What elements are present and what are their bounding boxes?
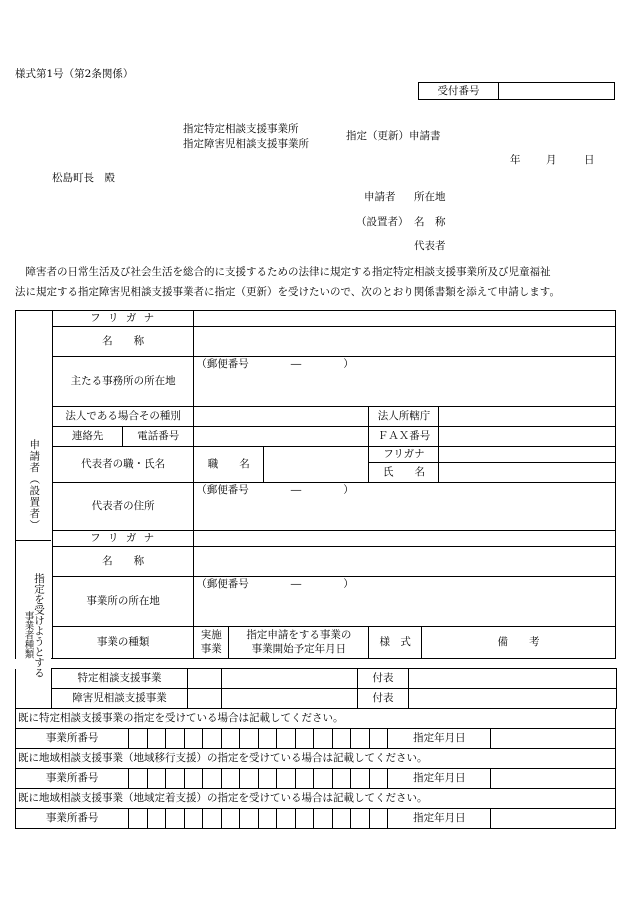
addressee: 松島町長 殿 — [52, 172, 115, 184]
office-number-digit[interactable] — [369, 809, 388, 829]
business-rows-table — [15, 668, 617, 709]
business-furigana-field[interactable] — [194, 531, 616, 547]
office-number-digit[interactable] — [129, 769, 148, 789]
intro-line-1: 障害者の日常生活及び社会生活を総合的に支援するための法律に規定する指定特定相談支援事業所及び児童福祉 — [15, 266, 551, 278]
main-office-address-field[interactable] — [194, 357, 616, 407]
office-number-digit[interactable] — [351, 809, 370, 829]
office-number-digit[interactable] — [295, 809, 314, 829]
corp-type-label: 法人である場合その種別 — [53, 407, 194, 427]
office-number-digit[interactable] — [295, 769, 314, 789]
office-number-digit[interactable] — [147, 809, 166, 829]
title-line-1: 指定特定相談支援事業所 — [183, 123, 299, 135]
office-number-digit[interactable] — [240, 769, 259, 789]
applicant-address-label: 所在地 — [414, 191, 446, 203]
corp-office-field[interactable] — [439, 407, 616, 427]
biz2-attached: 付表 — [358, 689, 409, 709]
setter-label: （設置者） — [356, 216, 409, 228]
office-number-digit[interactable] — [332, 729, 351, 749]
intro-line-2: 法に規定する指定障害児相談支援事業者に指定（更新）を受けたいので、次のとおり関係書類を添えて申請します。 — [15, 286, 560, 298]
office-postal-code-label: （郵便番号 ― ） — [196, 578, 354, 590]
office-number-digit[interactable] — [369, 729, 388, 749]
start-date-head — [229, 627, 369, 659]
business-name-label: 名 称 — [53, 547, 194, 577]
office-number-digit[interactable] — [332, 809, 351, 829]
office-number-digit[interactable] — [184, 729, 203, 749]
office-number-digit[interactable] — [240, 729, 259, 749]
applicant-furigana-field[interactable] — [194, 311, 616, 327]
office-number-digit[interactable] — [240, 809, 259, 829]
office-number-digit[interactable] — [166, 809, 185, 829]
form-id: 様式第1号（第2条関係） — [15, 68, 134, 80]
implemented-label: 実施事業 — [194, 627, 229, 659]
office-number-digit[interactable] — [258, 809, 277, 829]
rep-postal-code-label: （郵便番号 ― ） — [196, 484, 354, 496]
note-1: 既に特定相談支援事業の指定を受けている場合は記載してください。 — [16, 709, 616, 729]
title-suffix: 指定（更新）申請書 — [346, 130, 441, 142]
main-office-address-label: 主たる事務所の所在地 — [53, 357, 194, 407]
biz1-implemented[interactable] — [188, 669, 222, 689]
section-business — [16, 540, 51, 709]
office-number-digit[interactable] — [221, 809, 240, 829]
phone-label: 電話番号 — [123, 427, 194, 447]
office-number-digit[interactable] — [203, 769, 222, 789]
fax-field[interactable] — [439, 427, 616, 447]
business-name-field[interactable] — [194, 547, 616, 577]
office-number-digit[interactable] — [332, 769, 351, 789]
office-number-digit[interactable] — [129, 729, 148, 749]
section-business-b: 指定を受けようとする — [33, 572, 45, 678]
office-number-digit[interactable] — [314, 729, 333, 749]
full-name-field[interactable] — [439, 463, 616, 483]
applicant-name-cell-label: 名 称 — [53, 327, 194, 357]
receipt-number-box — [418, 82, 615, 100]
office-number-digit[interactable] — [351, 769, 370, 789]
office-number-digit[interactable] — [129, 809, 148, 829]
office-number-digit[interactable] — [351, 729, 370, 749]
date-month: 月 — [546, 154, 557, 166]
office-number-label-1: 事業所番号 — [16, 729, 129, 749]
note-3: 既に地域相談支援事業（地域定着支援）の指定を受けている場合は記載してください。 — [16, 789, 616, 809]
contact-label: 連絡先 — [53, 427, 123, 447]
position-label: 職 名 — [194, 447, 264, 483]
designated-date-label-1: 指定年月日 — [388, 729, 491, 749]
biz2-implemented[interactable] — [188, 689, 222, 709]
office-number-digit[interactable] — [314, 809, 333, 829]
office-number-digit[interactable] — [277, 729, 296, 749]
corp-office-label: 法人所轄庁 — [369, 407, 439, 427]
existing-designation-table — [15, 708, 616, 829]
rep-furigana-field[interactable] — [439, 447, 616, 463]
business-type-label: 事業の種類 — [53, 627, 194, 659]
office-number-digit[interactable] — [277, 809, 296, 829]
rep-title-name-label: 代表者の職・氏名 — [53, 447, 194, 483]
office-number-digit[interactable] — [166, 769, 185, 789]
title-line-2: 指定障害児相談支援事業所 — [183, 138, 309, 150]
business-furigana-label: フ リ ガ ナ — [53, 531, 194, 547]
designated-date-label-2: 指定年月日 — [388, 769, 491, 789]
office-number-digit[interactable] — [203, 809, 222, 829]
office-address-field[interactable] — [194, 577, 616, 627]
office-number-digit[interactable] — [221, 729, 240, 749]
office-number-digit[interactable] — [369, 769, 388, 789]
designated-date-field-2[interactable] — [491, 769, 616, 789]
office-number-digit[interactable] — [221, 769, 240, 789]
biz2-label: 障害児相談支援事業 — [52, 689, 188, 709]
applicant-name-field[interactable] — [194, 327, 616, 357]
biz1-start-date[interactable] — [222, 669, 358, 689]
office-number-digit[interactable] — [203, 729, 222, 749]
office-number-digit[interactable] — [184, 769, 203, 789]
application-form-table — [15, 310, 616, 659]
applicant-name-label: 名 称 — [414, 216, 446, 228]
office-number-digit[interactable] — [166, 729, 185, 749]
receipt-number-field[interactable] — [499, 83, 615, 100]
phone-field[interactable] — [194, 427, 369, 447]
biz2-start-date[interactable] — [222, 689, 358, 709]
office-number-label-3: 事業所番号 — [16, 809, 129, 829]
remarks-label: 備 考 — [421, 627, 615, 659]
office-number-digit[interactable] — [184, 809, 203, 829]
rep-address-label: 代表者の住所 — [53, 483, 194, 531]
applicant-rep-label: 代表者 — [414, 240, 446, 252]
designated-date-label-3: 指定年月日 — [388, 809, 491, 829]
start-date-head-1: 指定申請をする事業の — [246, 628, 352, 641]
postal-code-label: （郵便番号 ― ） — [196, 358, 354, 370]
office-number-label-2: 事業所番号 — [16, 769, 129, 789]
office-number-digit[interactable] — [314, 769, 333, 789]
designated-date-field-1[interactable] — [491, 729, 616, 749]
date-day: 日 — [584, 154, 595, 166]
designated-date-field-3[interactable] — [491, 809, 616, 829]
office-number-digit[interactable] — [147, 769, 166, 789]
rep-address-field[interactable] — [194, 483, 616, 531]
office-number-digit[interactable] — [258, 769, 277, 789]
office-number-digit[interactable] — [147, 729, 166, 749]
position-field[interactable] — [264, 447, 369, 483]
applicant-label: 申請者 — [364, 191, 396, 203]
full-name-label: 氏 名 — [369, 463, 439, 483]
biz1-attached: 付表 — [358, 669, 409, 689]
biz1-remarks[interactable] — [409, 669, 617, 689]
office-number-digit[interactable] — [258, 729, 277, 749]
biz2-remarks[interactable] — [409, 689, 617, 709]
note-2: 既に地域相談支援事業（地域移行支援）の指定を受けている場合は記載してください。 — [16, 749, 616, 769]
receipt-number-label: 受付番号 — [419, 83, 499, 100]
start-date-head-2: 事業開始予定年月日 — [251, 642, 347, 655]
biz1-label: 特定相談支援事業 — [52, 669, 188, 689]
date-year: 年 — [510, 154, 521, 166]
applicant-furigana-label: フ リ ガ ナ — [53, 311, 194, 327]
office-number-digit[interactable] — [295, 729, 314, 749]
fax-label: ＦＡＸ番号 — [369, 427, 439, 447]
corp-type-field[interactable] — [194, 407, 369, 427]
office-number-digit[interactable] — [277, 769, 296, 789]
office-address-label: 事業所の所在地 — [53, 577, 194, 627]
form-style-label: 様 式 — [369, 627, 422, 659]
section-applicant: 申請者（設置者） — [16, 311, 53, 659]
rep-furigana-label: フリガナ — [369, 447, 439, 463]
section-business-a: 事業者種類 — [22, 611, 34, 659]
